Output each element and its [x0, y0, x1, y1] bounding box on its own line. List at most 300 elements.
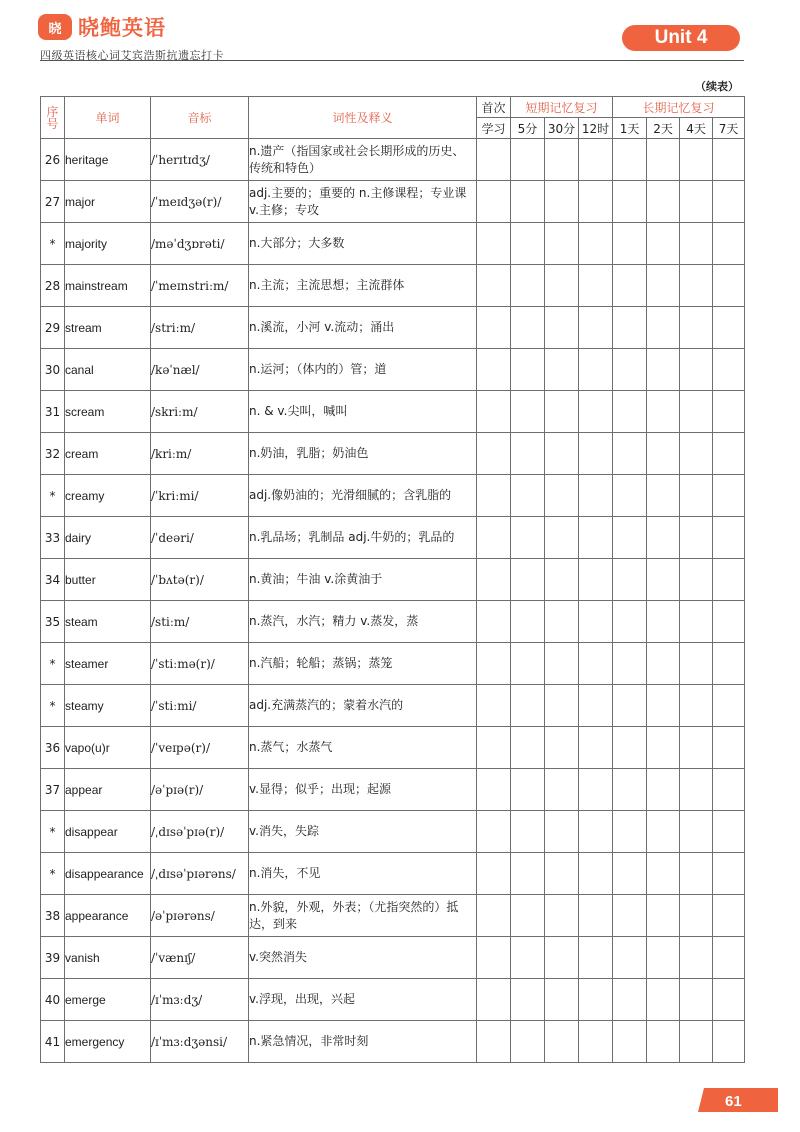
row-number: 30 — [41, 349, 65, 391]
col-header-seq: 序号 — [41, 97, 65, 139]
row-phonetic: /ˈdeəri/ — [151, 517, 249, 559]
review-checkbox-cell — [477, 643, 511, 685]
review-checkbox-cell — [713, 517, 745, 559]
review-checkbox-cell — [647, 937, 680, 979]
review-checkbox-cell — [511, 181, 545, 223]
review-checkbox-cell — [477, 391, 511, 433]
row-number: 37 — [41, 769, 65, 811]
row-phonetic: /kəˈnæl/ — [151, 349, 249, 391]
review-checkbox-cell — [511, 895, 545, 937]
table-row — [41, 391, 745, 433]
row-definition: n.紧急情况，非常时刻 — [249, 1021, 477, 1063]
table-row — [41, 1021, 745, 1063]
col-header-5min: 5分 — [511, 118, 545, 139]
row-number: 33 — [41, 517, 65, 559]
row-definition: n.溪流，小河 v.流动；涌出 — [249, 307, 477, 349]
row-phonetic: /əˈpɪə(r)/ — [151, 769, 249, 811]
table-row — [41, 559, 745, 601]
review-checkbox-cell — [511, 937, 545, 979]
row-phonetic: /stiːm/ — [151, 601, 249, 643]
review-checkbox-cell — [680, 685, 713, 727]
review-checkbox-cell — [647, 391, 680, 433]
row-definition: adj.充满蒸汽的；蒙着水汽的 — [249, 685, 477, 727]
row-number: * — [41, 811, 65, 853]
review-checkbox-cell — [579, 223, 613, 265]
review-checkbox-cell — [613, 643, 647, 685]
row-phonetic: /ˈbʌtə(r)/ — [151, 559, 249, 601]
row-definition: n.黄油；牛油 v.涂黄油于 — [249, 559, 477, 601]
review-checkbox-cell — [477, 769, 511, 811]
col-header-study: 学习 — [477, 118, 511, 139]
header-row-top — [41, 97, 745, 118]
review-checkbox-cell — [477, 139, 511, 181]
review-checkbox-cell — [579, 895, 613, 937]
table-row — [41, 139, 745, 181]
review-checkbox-cell — [647, 685, 680, 727]
review-checkbox-cell — [477, 811, 511, 853]
row-word: mainstream — [65, 265, 151, 307]
review-checkbox-cell — [545, 433, 579, 475]
row-definition: n.大部分；大多数 — [249, 223, 477, 265]
review-checkbox-cell — [579, 811, 613, 853]
review-checkbox-cell — [545, 769, 579, 811]
review-checkbox-cell — [511, 559, 545, 601]
review-checkbox-cell — [579, 391, 613, 433]
vocab-table-body — [41, 139, 745, 1063]
review-checkbox-cell — [511, 433, 545, 475]
row-phonetic: /skriːm/ — [151, 391, 249, 433]
row-definition: v.显得；似乎；出现；起源 — [249, 769, 477, 811]
review-checkbox-cell — [579, 139, 613, 181]
review-checkbox-cell — [713, 937, 745, 979]
review-checkbox-cell — [647, 181, 680, 223]
row-word: vapo(u)r — [65, 727, 151, 769]
review-checkbox-cell — [613, 391, 647, 433]
review-checkbox-cell — [613, 139, 647, 181]
review-checkbox-cell — [713, 811, 745, 853]
review-checkbox-cell — [545, 265, 579, 307]
review-checkbox-cell — [511, 223, 545, 265]
header-divider — [40, 60, 744, 61]
row-word: stream — [65, 307, 151, 349]
review-checkbox-cell — [511, 685, 545, 727]
review-checkbox-cell — [545, 475, 579, 517]
review-checkbox-cell — [477, 853, 511, 895]
review-checkbox-cell — [545, 559, 579, 601]
review-checkbox-cell — [511, 391, 545, 433]
review-checkbox-cell — [545, 727, 579, 769]
row-word: appearance — [65, 895, 151, 937]
table-row — [41, 349, 745, 391]
review-checkbox-cell — [477, 727, 511, 769]
row-number: 29 — [41, 307, 65, 349]
review-checkbox-cell — [647, 769, 680, 811]
row-word: creamy — [65, 475, 151, 517]
review-checkbox-cell — [680, 349, 713, 391]
review-checkbox-cell — [477, 601, 511, 643]
review-checkbox-cell — [647, 475, 680, 517]
review-checkbox-cell — [647, 1021, 680, 1063]
review-checkbox-cell — [713, 559, 745, 601]
row-definition: v.消失，失踪 — [249, 811, 477, 853]
review-checkbox-cell — [545, 349, 579, 391]
review-checkbox-cell — [511, 517, 545, 559]
review-checkbox-cell — [511, 811, 545, 853]
review-checkbox-cell — [511, 1021, 545, 1063]
review-checkbox-cell — [680, 601, 713, 643]
review-checkbox-cell — [613, 979, 647, 1021]
row-phonetic: /ˈkriːmi/ — [151, 475, 249, 517]
review-checkbox-cell — [680, 979, 713, 1021]
row-phonetic: /məˈdʒɒrəti/ — [151, 223, 249, 265]
review-checkbox-cell — [713, 643, 745, 685]
review-checkbox-cell — [579, 265, 613, 307]
review-checkbox-cell — [477, 895, 511, 937]
review-checkbox-cell — [613, 685, 647, 727]
row-phonetic: /ˈstiːmi/ — [151, 685, 249, 727]
review-checkbox-cell — [713, 601, 745, 643]
review-checkbox-cell — [477, 559, 511, 601]
table-row — [41, 307, 745, 349]
review-checkbox-cell — [545, 1021, 579, 1063]
row-phonetic: /ˈstiːmə(r)/ — [151, 643, 249, 685]
page-number: 61 — [725, 1093, 742, 1110]
review-checkbox-cell — [647, 517, 680, 559]
review-checkbox-cell — [545, 391, 579, 433]
review-checkbox-cell — [647, 559, 680, 601]
row-number: 41 — [41, 1021, 65, 1063]
review-checkbox-cell — [613, 349, 647, 391]
review-checkbox-cell — [511, 643, 545, 685]
table-row — [41, 181, 745, 223]
row-word: emergency — [65, 1021, 151, 1063]
brand-name: 晓鲍英语 — [78, 16, 166, 40]
col-header-first: 首次 — [477, 97, 511, 118]
review-checkbox-cell — [545, 307, 579, 349]
review-checkbox-cell — [545, 895, 579, 937]
row-phonetic: /ˈmeɪnstriːm/ — [151, 265, 249, 307]
review-checkbox-cell — [545, 979, 579, 1021]
review-checkbox-cell — [680, 475, 713, 517]
col-header-phonetic: 音标 — [151, 97, 249, 139]
row-word: heritage — [65, 139, 151, 181]
review-checkbox-cell — [477, 517, 511, 559]
review-checkbox-cell — [613, 181, 647, 223]
vocab-table — [40, 96, 745, 1063]
review-checkbox-cell — [579, 517, 613, 559]
review-checkbox-cell — [613, 475, 647, 517]
col-header-long-term: 长期记忆复习 — [613, 97, 745, 118]
row-word: steam — [65, 601, 151, 643]
review-checkbox-cell — [511, 307, 545, 349]
review-checkbox-cell — [545, 811, 579, 853]
col-header-definition: 词性及释义 — [249, 97, 477, 139]
review-checkbox-cell — [477, 937, 511, 979]
review-checkbox-cell — [511, 769, 545, 811]
row-number: 39 — [41, 937, 65, 979]
review-checkbox-cell — [647, 349, 680, 391]
row-phonetic: /ˌdɪsəˈpɪərəns/ — [151, 853, 249, 895]
review-checkbox-cell — [545, 643, 579, 685]
table-row — [41, 937, 745, 979]
table-row — [41, 601, 745, 643]
row-definition: v.突然消失 — [249, 937, 477, 979]
review-checkbox-cell — [613, 1021, 647, 1063]
review-checkbox-cell — [579, 685, 613, 727]
review-checkbox-cell — [713, 265, 745, 307]
logo-mark: 晓 — [38, 14, 72, 40]
row-number: 40 — [41, 979, 65, 1021]
review-checkbox-cell — [613, 937, 647, 979]
row-number: * — [41, 223, 65, 265]
review-checkbox-cell — [680, 265, 713, 307]
table-row — [41, 895, 745, 937]
review-checkbox-cell — [680, 181, 713, 223]
review-checkbox-cell — [680, 307, 713, 349]
review-checkbox-cell — [647, 433, 680, 475]
review-checkbox-cell — [713, 979, 745, 1021]
row-word: cream — [65, 433, 151, 475]
row-number: 36 — [41, 727, 65, 769]
table-row — [41, 853, 745, 895]
review-checkbox-cell — [613, 223, 647, 265]
review-checkbox-cell — [579, 307, 613, 349]
table-row — [41, 979, 745, 1021]
row-number: * — [41, 853, 65, 895]
row-number: 26 — [41, 139, 65, 181]
row-number: 38 — [41, 895, 65, 937]
review-checkbox-cell — [680, 769, 713, 811]
row-number: 31 — [41, 391, 65, 433]
row-definition: n.汽船；轮船；蒸锅；蒸笼 — [249, 643, 477, 685]
row-word: scream — [65, 391, 151, 433]
review-checkbox-cell — [613, 895, 647, 937]
review-checkbox-cell — [647, 223, 680, 265]
review-checkbox-cell — [713, 139, 745, 181]
continued-label: （续表） — [695, 80, 739, 93]
row-word: steamy — [65, 685, 151, 727]
review-checkbox-cell — [680, 853, 713, 895]
review-checkbox-cell — [647, 853, 680, 895]
review-checkbox-cell — [647, 895, 680, 937]
review-checkbox-cell — [647, 265, 680, 307]
row-number: 32 — [41, 433, 65, 475]
review-checkbox-cell — [545, 139, 579, 181]
review-checkbox-cell — [680, 559, 713, 601]
brand-logo — [38, 12, 166, 42]
review-checkbox-cell — [613, 769, 647, 811]
review-checkbox-cell — [613, 517, 647, 559]
col-header-word: 单词 — [65, 97, 151, 139]
row-definition: n.外貌，外观，外表；（尤指突然的）抵达，到来 — [249, 895, 477, 937]
review-checkbox-cell — [477, 433, 511, 475]
table-row — [41, 223, 745, 265]
review-checkbox-cell — [477, 349, 511, 391]
table-row — [41, 769, 745, 811]
review-checkbox-cell — [713, 685, 745, 727]
review-checkbox-cell — [647, 307, 680, 349]
review-checkbox-cell — [579, 769, 613, 811]
row-definition: n.主流；主流思想；主流群体 — [249, 265, 477, 307]
review-checkbox-cell — [477, 1021, 511, 1063]
review-checkbox-cell — [713, 475, 745, 517]
row-definition: n.消失，不见 — [249, 853, 477, 895]
review-checkbox-cell — [511, 475, 545, 517]
review-checkbox-cell — [713, 181, 745, 223]
row-definition: n. & v.尖叫，喊叫 — [249, 391, 477, 433]
review-checkbox-cell — [647, 727, 680, 769]
review-checkbox-cell — [511, 601, 545, 643]
col-header-12h: 12时 — [579, 118, 613, 139]
row-definition: v.浮现，出现，兴起 — [249, 979, 477, 1021]
row-phonetic: /striːm/ — [151, 307, 249, 349]
review-checkbox-cell — [613, 601, 647, 643]
row-word: majority — [65, 223, 151, 265]
review-checkbox-cell — [511, 349, 545, 391]
review-checkbox-cell — [579, 1021, 613, 1063]
review-checkbox-cell — [680, 895, 713, 937]
review-checkbox-cell — [579, 643, 613, 685]
row-number: 35 — [41, 601, 65, 643]
row-number: * — [41, 475, 65, 517]
review-checkbox-cell — [680, 643, 713, 685]
row-definition: n.乳品场；乳制品 adj.牛奶的；乳品的 — [249, 517, 477, 559]
review-checkbox-cell — [680, 811, 713, 853]
row-word: emerge — [65, 979, 151, 1021]
row-phonetic: /kriːm/ — [151, 433, 249, 475]
review-checkbox-cell — [647, 643, 680, 685]
row-number: * — [41, 643, 65, 685]
review-checkbox-cell — [680, 517, 713, 559]
review-checkbox-cell — [613, 433, 647, 475]
row-phonetic: /ˈvænɪʃ/ — [151, 937, 249, 979]
table-row — [41, 433, 745, 475]
row-word: disappear — [65, 811, 151, 853]
row-number: 34 — [41, 559, 65, 601]
review-checkbox-cell — [680, 1021, 713, 1063]
review-checkbox-cell — [579, 475, 613, 517]
unit-badge: Unit 4 — [622, 25, 740, 51]
review-checkbox-cell — [511, 979, 545, 1021]
review-checkbox-cell — [511, 139, 545, 181]
review-checkbox-cell — [579, 601, 613, 643]
review-checkbox-cell — [713, 391, 745, 433]
review-checkbox-cell — [545, 685, 579, 727]
review-checkbox-cell — [511, 853, 545, 895]
table-row — [41, 811, 745, 853]
row-definition: n.蒸汽，水汽；精力 v.蒸发，蒸 — [249, 601, 477, 643]
review-checkbox-cell — [545, 853, 579, 895]
row-word: canal — [65, 349, 151, 391]
review-checkbox-cell — [613, 307, 647, 349]
row-phonetic: /ˌdɪsəˈpɪə(r)/ — [151, 811, 249, 853]
row-number: * — [41, 685, 65, 727]
review-checkbox-cell — [613, 853, 647, 895]
review-checkbox-cell — [477, 475, 511, 517]
review-checkbox-cell — [477, 685, 511, 727]
review-checkbox-cell — [647, 601, 680, 643]
review-checkbox-cell — [680, 223, 713, 265]
row-definition: adj.像奶油的；光滑细腻的；含乳脂的 — [249, 475, 477, 517]
row-phonetic: /ɪˈmɜːdʒənsi/ — [151, 1021, 249, 1063]
review-checkbox-cell — [713, 223, 745, 265]
review-checkbox-cell — [613, 559, 647, 601]
row-word: steamer — [65, 643, 151, 685]
col-header-short-term: 短期记忆复习 — [511, 97, 613, 118]
col-header-30min: 30分 — [545, 118, 579, 139]
review-checkbox-cell — [477, 979, 511, 1021]
review-checkbox-cell — [613, 265, 647, 307]
review-checkbox-cell — [579, 181, 613, 223]
table-row — [41, 727, 745, 769]
review-checkbox-cell — [680, 937, 713, 979]
review-checkbox-cell — [579, 433, 613, 475]
review-checkbox-cell — [713, 349, 745, 391]
table-row — [41, 685, 745, 727]
review-checkbox-cell — [613, 727, 647, 769]
row-word: appear — [65, 769, 151, 811]
review-checkbox-cell — [713, 895, 745, 937]
row-phonetic: /ˈveɪpə(r)/ — [151, 727, 249, 769]
review-checkbox-cell — [647, 811, 680, 853]
review-checkbox-cell — [477, 223, 511, 265]
row-phonetic: /ˈherɪtɪdʒ/ — [151, 139, 249, 181]
row-word: dairy — [65, 517, 151, 559]
row-word: vanish — [65, 937, 151, 979]
review-checkbox-cell — [579, 727, 613, 769]
row-definition: n.遗产（指国家或社会长期形成的历史、传统和特色） — [249, 139, 477, 181]
col-header-1day: 1天 — [613, 118, 647, 139]
review-checkbox-cell — [680, 727, 713, 769]
table-row — [41, 265, 745, 307]
row-word: butter — [65, 559, 151, 601]
review-checkbox-cell — [579, 853, 613, 895]
review-checkbox-cell — [545, 937, 579, 979]
book-subtitle: 四级英语核心词艾宾浩斯抗遗忘打卡 — [40, 49, 224, 62]
row-number: 27 — [41, 181, 65, 223]
review-checkbox-cell — [477, 181, 511, 223]
review-checkbox-cell — [713, 769, 745, 811]
review-checkbox-cell — [713, 307, 745, 349]
review-checkbox-cell — [477, 307, 511, 349]
row-number: 28 — [41, 265, 65, 307]
review-checkbox-cell — [477, 265, 511, 307]
review-checkbox-cell — [579, 937, 613, 979]
page-number-tab — [698, 1088, 778, 1112]
table-row — [41, 475, 745, 517]
review-checkbox-cell — [713, 1021, 745, 1063]
table-row — [41, 643, 745, 685]
row-definition: n.蒸气；水蒸气 — [249, 727, 477, 769]
review-checkbox-cell — [545, 223, 579, 265]
table-row — [41, 517, 745, 559]
review-checkbox-cell — [613, 811, 647, 853]
review-checkbox-cell — [545, 601, 579, 643]
row-definition: n.运河；（体内的）管；道 — [249, 349, 477, 391]
review-checkbox-cell — [680, 139, 713, 181]
review-checkbox-cell — [647, 139, 680, 181]
row-phonetic: /ɪˈmɜːdʒ/ — [151, 979, 249, 1021]
row-word: disappearance — [65, 853, 151, 895]
review-checkbox-cell — [545, 181, 579, 223]
review-checkbox-cell — [713, 853, 745, 895]
row-phonetic: /əˈpɪərəns/ — [151, 895, 249, 937]
review-checkbox-cell — [713, 433, 745, 475]
review-checkbox-cell — [511, 265, 545, 307]
review-checkbox-cell — [647, 979, 680, 1021]
review-checkbox-cell — [579, 349, 613, 391]
col-header-4day: 4天 — [680, 118, 713, 139]
